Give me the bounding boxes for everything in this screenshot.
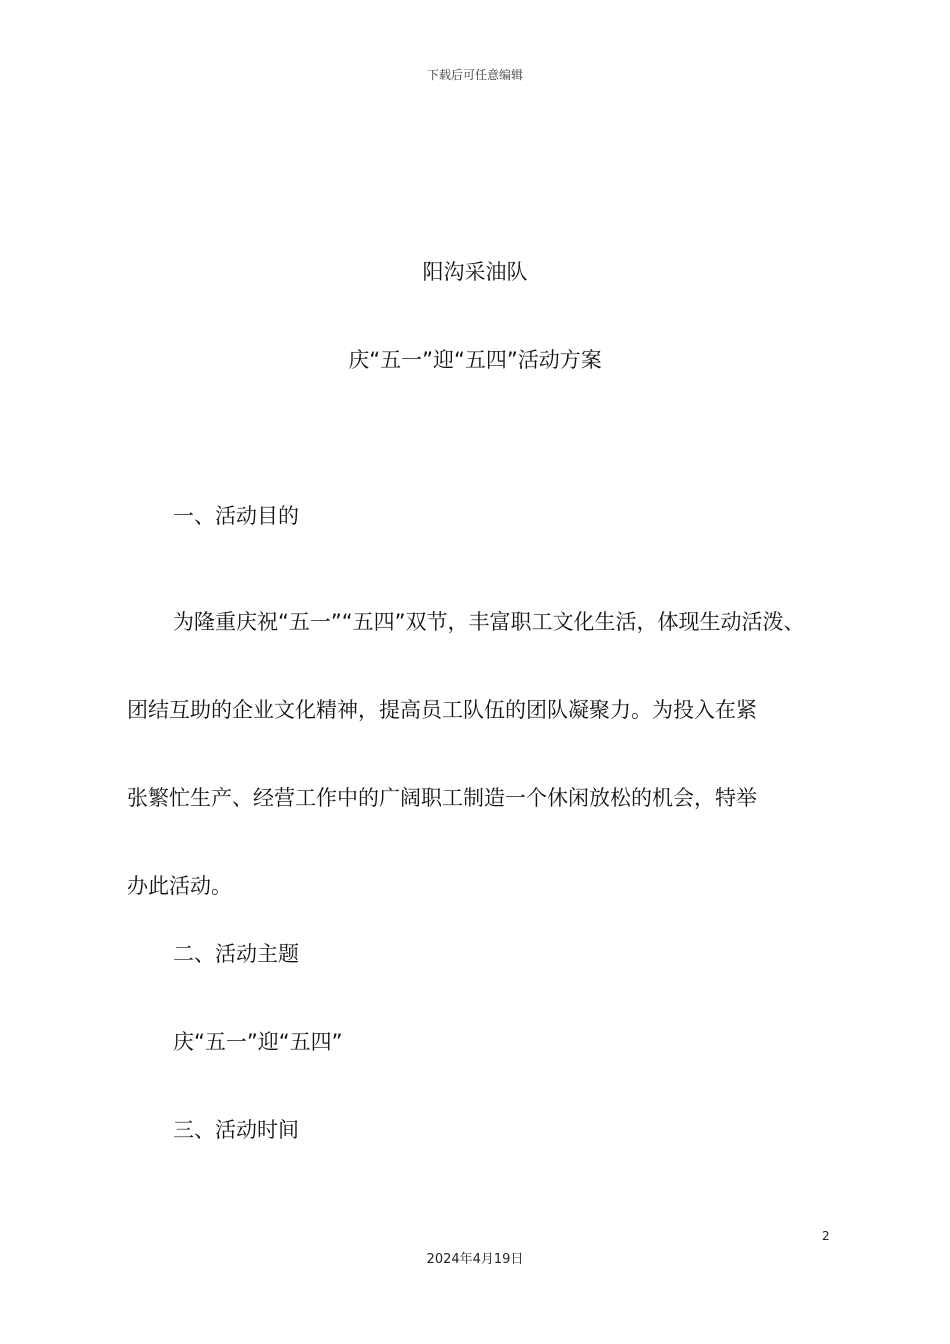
page-number: 2: [822, 1229, 830, 1243]
section1-body: [127, 578, 849, 930]
header-note: 下载后可任意编辑: [426, 68, 523, 82]
section1-heading: 一、活动目的: [173, 504, 299, 528]
body-line: 为隆重庆祝“五一”“五四”双节，丰富职工文化生活，体现生动活泼、: [173, 610, 805, 634]
body-line: 张繁忙生产、经营工作中的广阔职工制造一个休闲放松的机会，特举: [127, 786, 757, 810]
body-line: 办此活动。: [127, 874, 232, 898]
body-line: 团结互助的企业文化精神，提高员工队伍的团队凝聚力。为投入在紧: [127, 698, 757, 722]
document-title: 阳沟采油队: [422, 260, 528, 284]
section2-heading: 二、活动主题: [173, 942, 299, 966]
section3-heading: 三、活动时间: [173, 1118, 299, 1142]
section2-body: 庆“五一”迎“五四”: [173, 1030, 343, 1054]
document-subtitle: 庆“五一”迎“五四”活动方案: [348, 348, 602, 372]
footer-date: 2024年4月19日: [426, 1252, 524, 1267]
